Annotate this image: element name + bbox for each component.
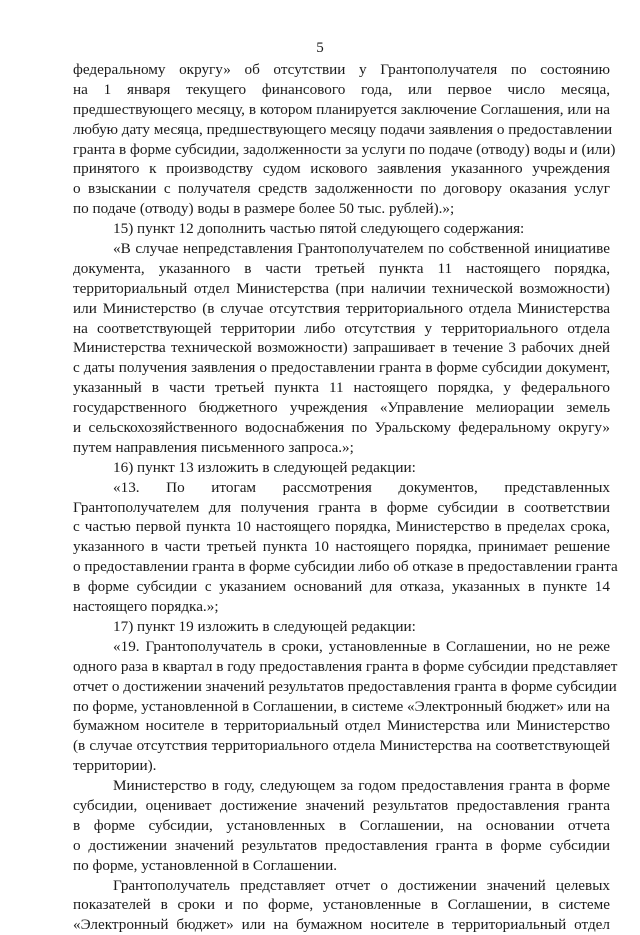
text-line: указанного в части третьей пункта 10 настоящего порядка, принимает решение [73, 538, 610, 556]
text-line: о взыскании с получателя средств задолженности по договору оказания услуг [73, 180, 610, 198]
text-line: территориальный отдел Министерства (при наличии технической возможности) [73, 279, 610, 297]
text-line: принятого к производству судом искового заявления указанного учреждения [73, 160, 610, 178]
text-line: и сельскохозяйственного водоснабжения по Уральскому федеральному округу» [73, 419, 610, 437]
text-line: по форме, установленной в Соглашении, в системе «Электронный бюджет» или на [73, 697, 610, 715]
page-number: 5 [316, 40, 324, 56]
text-line: отчет о достижении значений результатов предоставления гранта в форме субсидии [73, 677, 617, 695]
text-line: на соответствующей территории либо отсутствия у территориального отдела [73, 319, 610, 337]
text-line: предшествующего месяцу, в котором планируется заключение Соглашения, или на [73, 100, 610, 118]
text-line: документа, указанного в части третьей пункта 11 настоящего порядка, [73, 259, 610, 277]
text-line: бумажном носителе в территориальный отдел Министерства или Министерство [73, 717, 610, 735]
text-line: территории). [73, 757, 157, 775]
text-line: в форме субсидии с указанием оснований для отказа, указанных в пункте 14 [73, 578, 610, 596]
text-line: или Министерство (в случае отсутствия территориального отдела Министерства [73, 299, 610, 317]
text-line: субсидии, оценивает достижение значений результатов предоставления гранта [73, 796, 610, 814]
text-line: «13. По итогам рассмотрения документов, представленных [113, 478, 610, 496]
text-line: указанный в части третьей пункта 11 настоящего порядка, у федерального [73, 379, 610, 397]
text-line: государственного бюджетного учреждения «Управление мелиорации земель [73, 399, 610, 417]
text-line: в форме субсидии, установленных в Соглашении, на основании отчета [73, 816, 610, 834]
text-line: гранта в форме субсидии, задолженности за услуги по подаче (отводу) воды и (или) [73, 140, 616, 158]
text-line: любую дату месяца, предшествующего месяцу подачи заявления о предоставлении [73, 120, 613, 138]
text-line: настоящего порядка.»; [73, 598, 219, 616]
text-line: «19. Грантополучатель в сроки, установленные в Соглашении, но не реже [113, 637, 610, 655]
text-line: о достижении значений результатов предоставления гранта в форме субсидии [73, 836, 610, 854]
text-line: федеральному округу» об отсутствии у Грантополучателя по состоянию [73, 61, 610, 78]
text-line: 16) пункт 13 изложить в следующей редакции: [113, 458, 416, 476]
text-line: Министерства технической возможности) запрашивает в течение 3 рабочих дней [73, 339, 610, 357]
text-line: одного раза в квартал в году предоставления гранта в форме субсидии представляет [73, 657, 618, 675]
text-line: «Электронный бюджет» или на бумажном носителе в территориальный отдел [73, 916, 610, 934]
text-line: Грантополучателем для получения гранта в форме субсидии в соответствии [73, 498, 610, 516]
text-line: с частью первой пункта 10 настоящего порядка, Министерство в пределах срока, [73, 518, 610, 536]
text-line: показателей в сроки и по форме, установленные в Соглашении, в системе [73, 896, 610, 914]
text-line: Грантополучатель представляет отчет о достижении значений целевых [113, 876, 610, 894]
text-line: о предоставлении гранта в форме субсидии либо об отказе в предоставлении гранта [73, 558, 618, 576]
text-line: 15) пункт 12 дополнить частью пятой следующего содержания: [113, 220, 525, 238]
text-line: Министерство в году, следующем за годом предоставления гранта в форме [113, 777, 610, 795]
text-line: с даты получения заявления о предоставлении гранта в форме субсидии документ, [73, 359, 610, 377]
text-line: путем направления письменного запроса.»; [73, 438, 354, 456]
text-line: «В случае непредставления Грантополучателем по собственной инициативе [113, 240, 610, 258]
text-line: по подаче (отводу) воды в размере более 50 тыс. рублей).»; [73, 200, 455, 218]
document-body [73, 60, 618, 935]
text-line: на 1 января текущего финансового года, или первое число месяца, [73, 80, 610, 98]
text-line: по форме, установленной в Соглашении. [73, 856, 338, 874]
text-line: (в случае отсутствия территориального отдела Министерства на соответствующей [73, 737, 610, 755]
text-line: 17) пункт 19 изложить в следующей редакции: [113, 617, 416, 635]
